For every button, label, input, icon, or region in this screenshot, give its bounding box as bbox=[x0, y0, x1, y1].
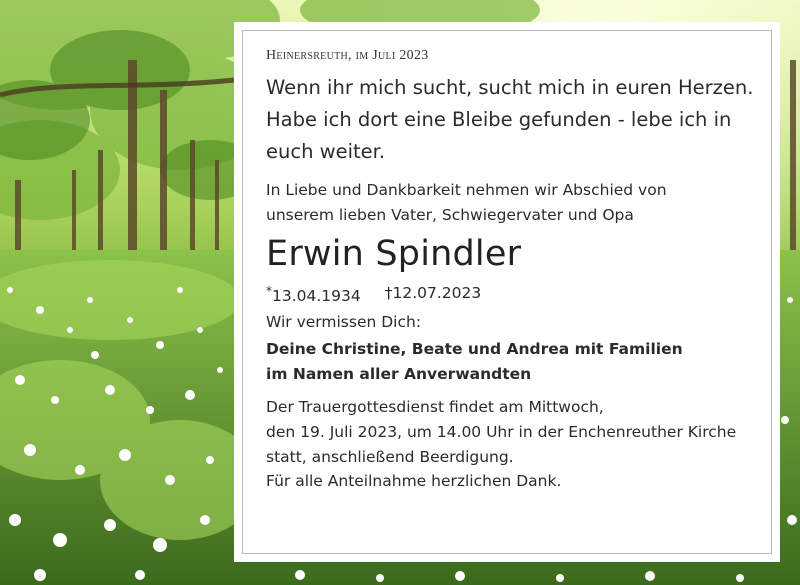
life-dates bbox=[266, 284, 766, 305]
intro-line: In Liebe und Dankbarkeit nehmen wir Abschied von bbox=[266, 181, 667, 199]
service-line: Der Trauergottesdienst findet am Mittwoch, bbox=[266, 398, 604, 417]
death-date: 12.07.2023 bbox=[392, 284, 482, 302]
funeral-service-info bbox=[266, 395, 766, 470]
place-date: Heinersreuth, im Juli 2023 bbox=[266, 48, 429, 63]
obituary-content bbox=[266, 48, 766, 490]
death-date-group bbox=[385, 284, 482, 305]
intro-text bbox=[266, 178, 766, 228]
miss-text: Wir vermissen Dich: bbox=[266, 313, 422, 332]
quote-line: euch weiter. bbox=[266, 140, 386, 163]
intro-line: unserem lieben Vater, Schwiegervater und Opa bbox=[266, 206, 634, 224]
memorial-quote bbox=[266, 72, 766, 168]
birth-date-group bbox=[266, 284, 361, 305]
cross-icon: † bbox=[384, 284, 393, 302]
deceased-name: Erwin Spindler bbox=[266, 234, 522, 274]
service-line: statt, anschließend Beerdigung. bbox=[266, 448, 514, 467]
family-line: Deine Christine, Beate und Andrea mit Familien bbox=[266, 340, 683, 359]
family-signature bbox=[266, 337, 766, 387]
birth-date: 13.04.1934 bbox=[272, 287, 361, 306]
quote-line: Wenn ihr mich sucht, sucht mich in euren Herzen. bbox=[266, 76, 754, 99]
service-line: den 19. Juli 2023, um 14.00 Uhr in der Enchenreuther Kirche bbox=[266, 423, 737, 442]
birth-star-icon: * bbox=[266, 284, 272, 298]
quote-line: Habe ich dort eine Bleibe gefunden - lebe ich in bbox=[266, 108, 732, 131]
family-line: im Namen aller Anverwandten bbox=[266, 365, 532, 384]
thanks-text: Für alle Anteilnahme herzlichen Dank. bbox=[266, 472, 562, 491]
